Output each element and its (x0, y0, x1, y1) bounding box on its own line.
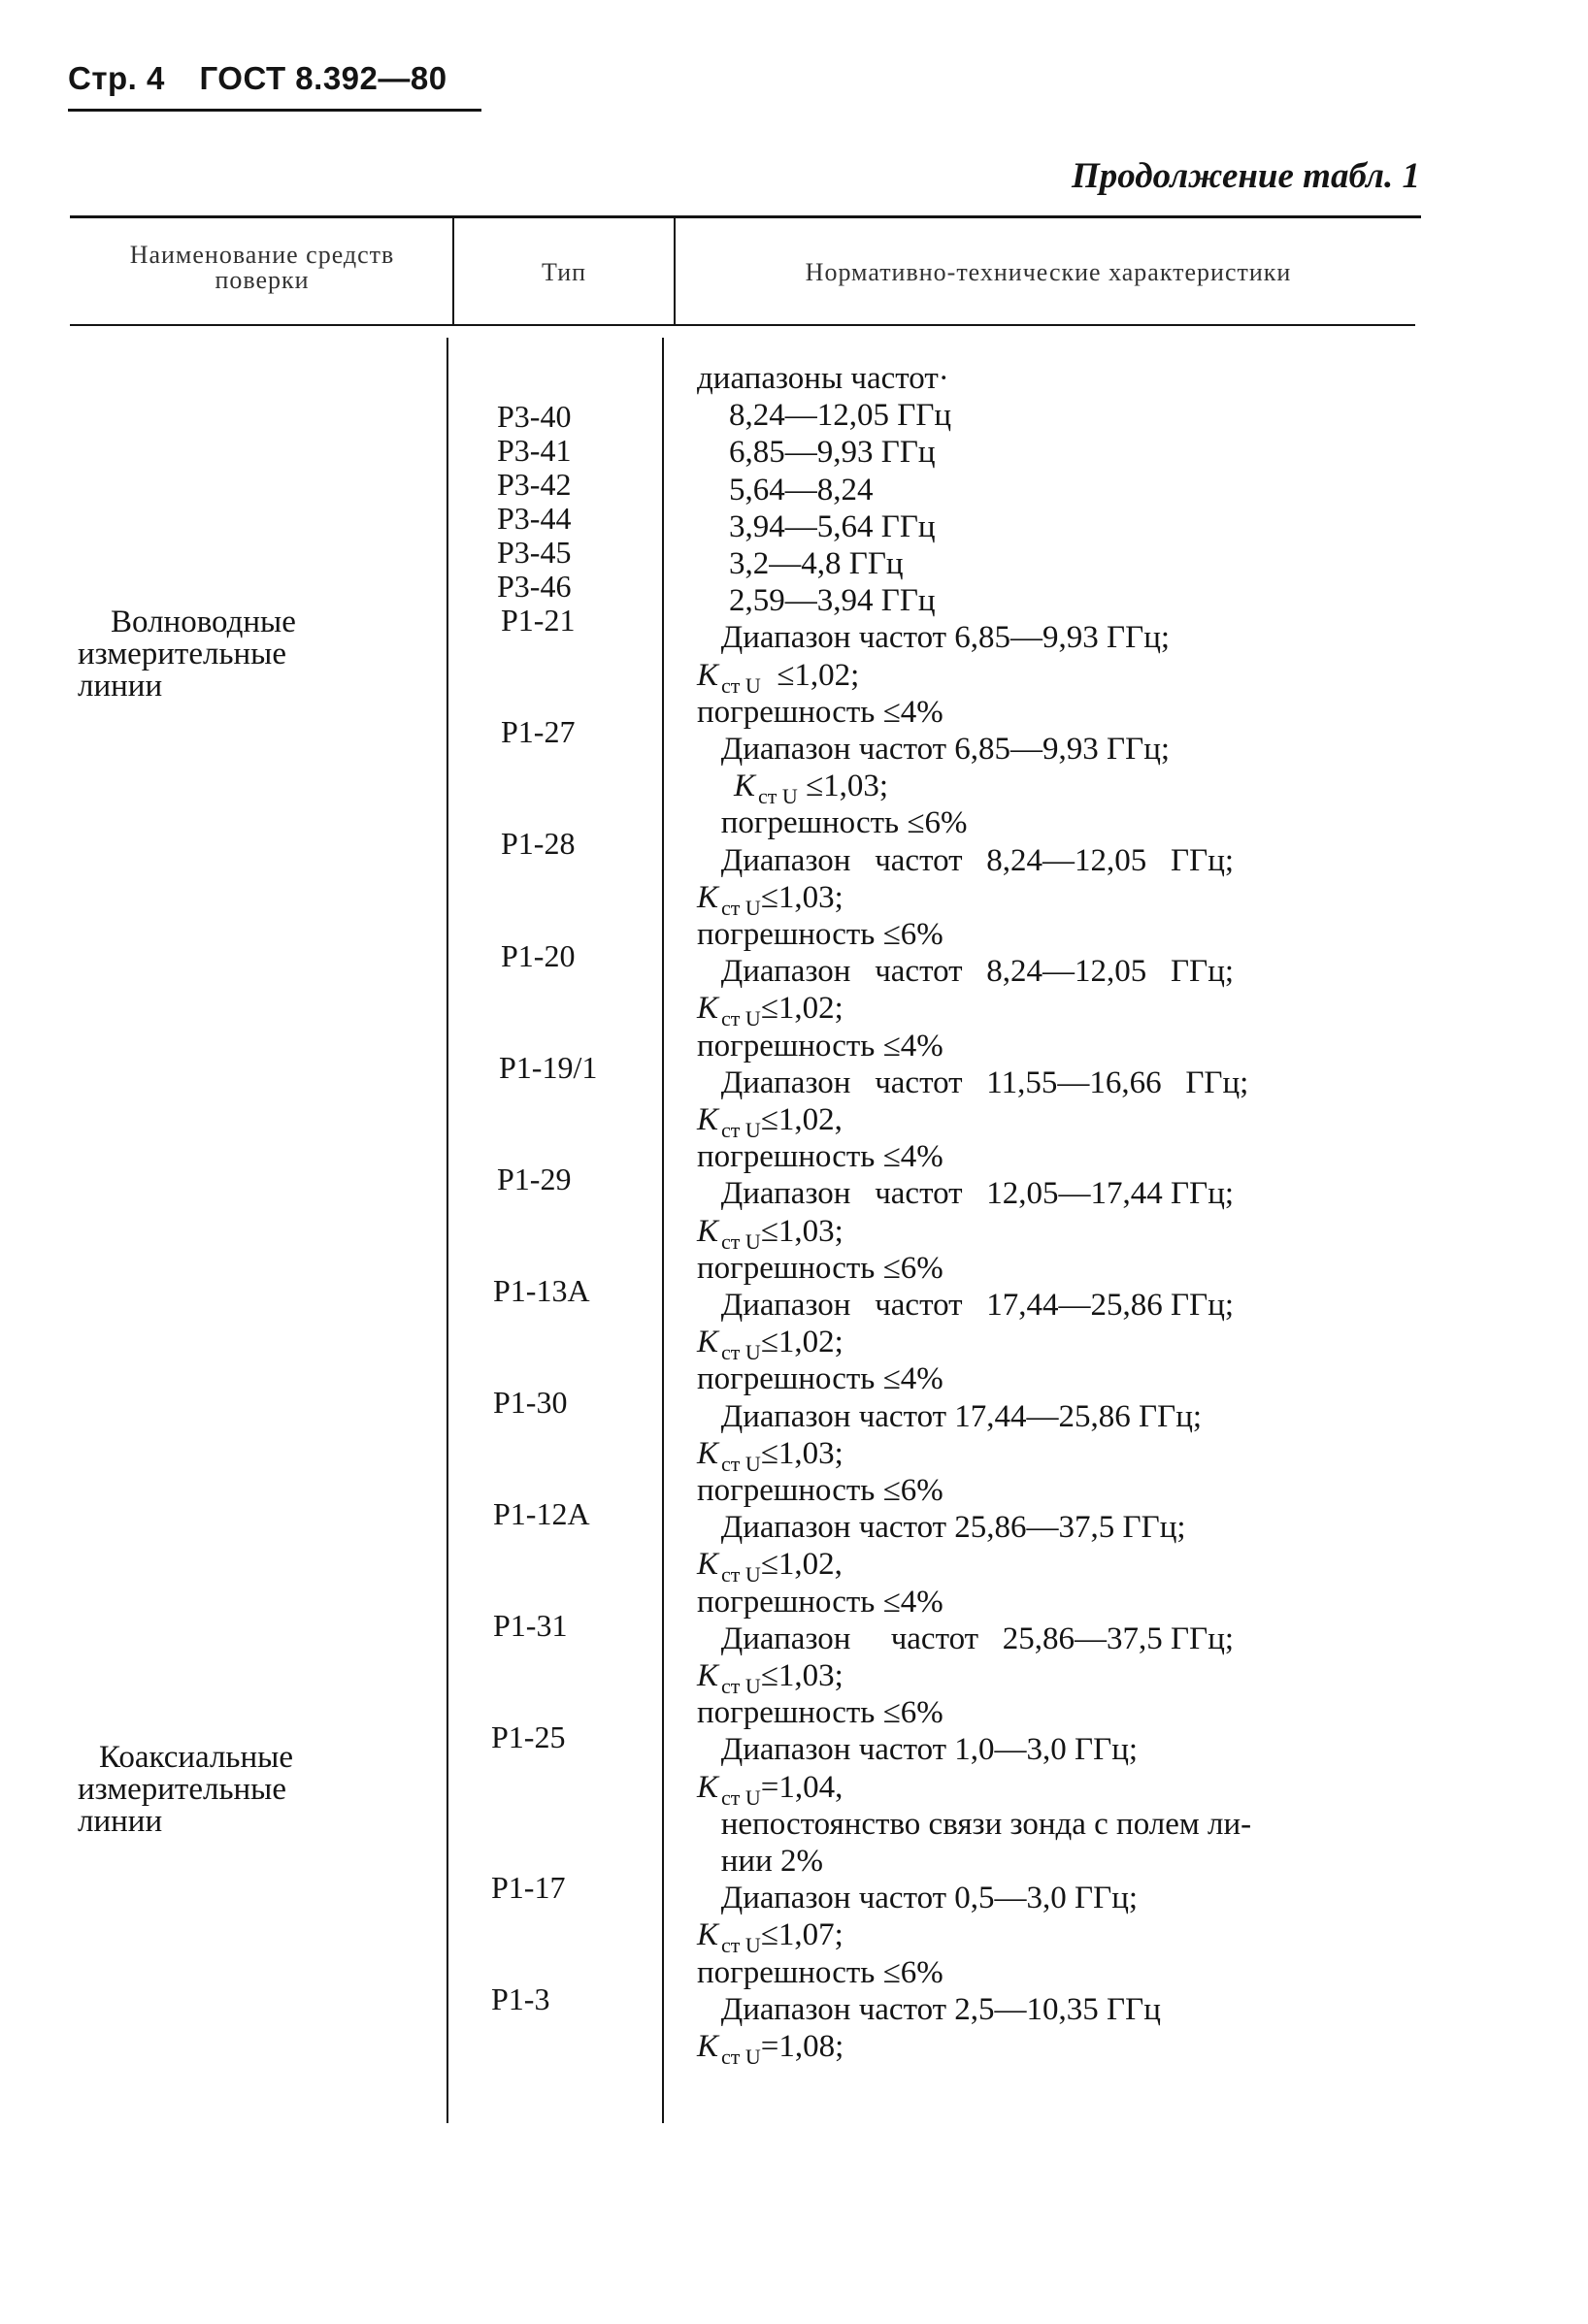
type-label: Р1-3 (491, 1981, 550, 2016)
kst-value: ≤1,02; (760, 658, 860, 693)
characteristic-line: погрешность ≤6% (697, 805, 968, 840)
characteristic-line: 3,2—4,8 ГГц (697, 546, 904, 581)
kst-subscript: ст U (721, 2045, 761, 2069)
type-label: Р1-31 (493, 1608, 568, 1643)
kst-symbol: K (697, 1325, 719, 1359)
kst-value: ≤1,03; (760, 1214, 844, 1249)
kst-line (697, 991, 844, 1029)
page-number: Стр. 4 (68, 60, 165, 96)
characteristic-line: погрешность ≤6% (697, 1473, 943, 1508)
kst-symbol: K (734, 769, 756, 803)
continuation-caption: Продолжение табл. 1 (1072, 156, 1420, 196)
kst-value: ≤1,03; (760, 1658, 844, 1693)
page-header (68, 60, 447, 97)
column-divider-2-body (662, 338, 664, 2123)
column-divider-1-body (447, 338, 448, 2123)
kst-line (697, 1214, 844, 1252)
characteristic-line: погрешность ≤4% (697, 695, 943, 730)
name-coaxial-lines: Коаксиальные измерительные линии (78, 1740, 293, 1839)
column-header-characteristics: Нормативно-технические характеристики (805, 258, 1292, 286)
characteristic-line: Диапазон частот 6,85—9,93 ГГц; (697, 732, 1171, 767)
characteristic-line: Диапазон частот 1,0—3,0 ГГц; (697, 1732, 1139, 1767)
characteristic-line: 3,94—5,64 ГГц (697, 509, 936, 544)
header-underline (68, 109, 481, 112)
kst-value: ≤1,02, (760, 1547, 843, 1582)
characteristic-line: Диапазон частот 8,24—12,05 ГГц; (697, 954, 1235, 989)
kst-value: ≤1,02; (760, 1325, 844, 1359)
characteristic-line: нии 2% (697, 1844, 823, 1879)
type-label: Р1-13А (493, 1273, 590, 1308)
table-header-bottom-rule (70, 324, 1415, 326)
kst-line (697, 1770, 843, 1808)
characteristic-line: Диапазон частот 2,5—10,35 ГГц (697, 1992, 1161, 2027)
kst-subscript: ст U (721, 1674, 761, 1698)
type-label: Р3-41 (497, 433, 572, 468)
characteristic-line: погрешность ≤6% (697, 1695, 943, 1730)
kst-symbol: K (697, 1917, 719, 1952)
kst-subscript: ст U (721, 1562, 761, 1587)
type-label: Р3-40 (497, 399, 572, 434)
characteristic-line: Диапазон частот 25,86—37,5 ГГц; (697, 1621, 1235, 1656)
type-label: Р1-17 (491, 1870, 566, 1905)
kst-value: ≤1,03; (760, 880, 844, 915)
type-label: Р1-12А (493, 1496, 590, 1531)
kst-line (697, 2029, 844, 2067)
characteristic-line: погрешность ≤6% (697, 1251, 943, 1286)
type-label: Р1-30 (493, 1385, 568, 1420)
kst-subscript: ст U (721, 1229, 761, 1254)
characteristic-line: Диапазон частот 12,05—17,44 ГГц; (697, 1176, 1235, 1211)
kst-symbol: K (697, 1770, 719, 1805)
type-label: Р3-45 (497, 535, 572, 570)
column-divider-2 (674, 218, 676, 324)
kst-value: ≤1,07; (760, 1917, 844, 1952)
type-label: Р3-46 (497, 569, 572, 604)
characteristic-line: погрешность ≤4% (697, 1361, 943, 1396)
kst-subscript: ст U (721, 1933, 761, 1957)
column-header-name-line1: Наименование средств (129, 241, 395, 269)
kst-line (697, 1102, 843, 1140)
kst-line (734, 769, 888, 806)
characteristic-line: Диапазон частот 6,85—9,93 ГГц; (697, 620, 1171, 655)
characteristic-line: 8,24—12,05 ГГц (697, 398, 952, 433)
column-header-name-line2: поверки (215, 266, 310, 294)
type-label: Р1-29 (497, 1162, 572, 1196)
characteristic-line: погрешность ≤4% (697, 1139, 943, 1174)
type-label: Р1-25 (491, 1719, 566, 1754)
characteristic-line: Диапазон частот 17,44—25,86 ГГц; (697, 1399, 1203, 1434)
kst-subscript: ст U (721, 673, 761, 698)
type-label: Р3-44 (497, 501, 572, 536)
characteristic-line: Диапазон частот 8,24—12,05 ГГц; (697, 843, 1235, 878)
kst-symbol: K (697, 658, 719, 693)
kst-line (697, 658, 859, 696)
characteristic-line: 6,85—9,93 ГГц (697, 435, 936, 470)
kst-symbol: K (697, 1214, 719, 1249)
type-label: Р1-21 (501, 603, 576, 638)
column-header-name (76, 243, 448, 293)
kst-value: =1,08; (760, 2029, 844, 2064)
characteristic-line: погрешность ≤4% (697, 1585, 943, 1620)
kst-subscript: ст U (721, 1785, 761, 1810)
characteristic-line: погрешность ≤6% (697, 917, 943, 952)
characteristic-line: непостоянство связи зонда с полем ли- (697, 1807, 1252, 1842)
kst-symbol: K (697, 1547, 719, 1582)
kst-symbol: K (697, 1102, 719, 1137)
type-label: Р1-19/1 (499, 1050, 598, 1085)
kst-subscript: ст U (721, 896, 761, 920)
kst-subscript: ст U (758, 784, 798, 808)
kst-line (697, 1917, 844, 1955)
characteristic-line: Диапазон частот 11,55—16,66 ГГц; (697, 1065, 1249, 1100)
kst-value: ≤1,03; (797, 769, 889, 803)
kst-symbol: K (697, 2029, 719, 2064)
characteristic-line: 2,59—3,94 ГГц (697, 583, 936, 618)
column-divider-1 (452, 218, 454, 324)
kst-line (697, 1658, 844, 1696)
kst-subscript: ст U (721, 1340, 761, 1364)
kst-line (697, 1547, 843, 1585)
kst-line (697, 880, 844, 918)
name-waveguide-lines: Волноводные измерительные линии (78, 605, 296, 704)
kst-value: =1,04, (760, 1770, 844, 1805)
kst-value: ≤1,03; (760, 1436, 844, 1471)
type-label: Р1-27 (501, 714, 576, 749)
characteristic-line: 5,64—8,24 (697, 473, 874, 507)
column-header-type: Тип (541, 258, 587, 286)
characteristic-line: Диапазон частот 0,5—3,0 ГГц; (697, 1881, 1139, 1915)
kst-line (697, 1325, 844, 1362)
characteristic-line: Диапазон частот 17,44—25,86 ГГц; (697, 1288, 1235, 1323)
characteristic-line: диапазоны частот· (697, 361, 949, 396)
kst-symbol: K (697, 1436, 719, 1471)
characteristic-line: Диапазон частот 25,86—37,5 ГГц; (697, 1510, 1186, 1545)
kst-subscript: ст U (721, 1118, 761, 1142)
kst-subscript: ст U (721, 1006, 761, 1031)
characteristic-line: погрешность ≤6% (697, 1955, 943, 1990)
kst-line (697, 1436, 844, 1474)
kst-symbol: K (697, 880, 719, 915)
kst-value: ≤1,02, (760, 1102, 843, 1137)
kst-value: ≤1,02; (760, 991, 844, 1026)
type-label: Р1-28 (501, 826, 576, 861)
type-label: Р3-42 (497, 467, 572, 502)
type-label: Р1-20 (501, 938, 576, 973)
table-top-rule (70, 215, 1421, 218)
standard-code: ГОСТ 8.392—80 (199, 60, 447, 96)
kst-symbol: K (697, 1658, 719, 1693)
characteristic-line: погрешность ≤4% (697, 1029, 943, 1064)
kst-subscript: ст U (721, 1452, 761, 1476)
kst-symbol: K (697, 991, 719, 1026)
